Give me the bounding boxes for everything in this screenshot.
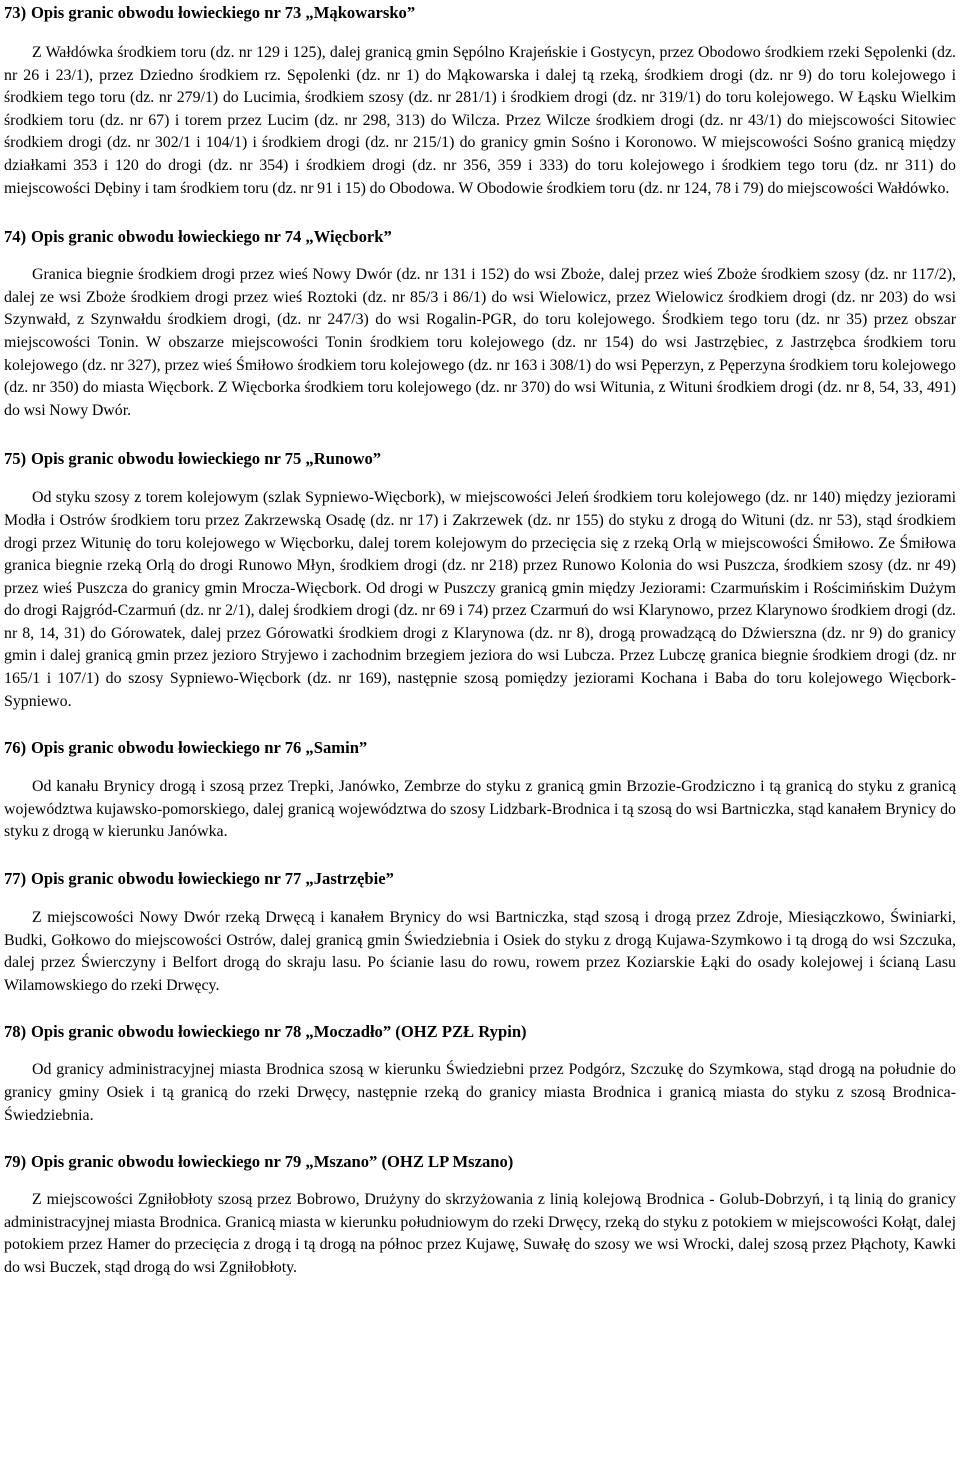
section-number: 73) — [4, 3, 27, 22]
section-text: Granica biegnie środkiem drogi przez wieś Nowy Dwór (dz. nr 131 i 152) do wsi Zboże, dalej przez wieś Zboże środkiem szosy (dz. nr 117/2), dalej ze wsi Zboże środkiem drogi przez wieś Roztoki (dz. nr 85/3 i 86/1) do wsi Wielowicz, przez Wielowicz środkiem drogi (dz. nr 203) do wsi Szynwałd, z Szynwałdu środkiem drogi, (dz. nr 247/3) do wsi Rogalin-PGR, do toru kolejowego. Środkiem tego toru (dz. nr 35) przez obszar miejscowości Tonin. W obszarze miejscowości Tonin środkiem toru kolejowego (dz. nr 154) do wsi Jastrzębiec, z Jastrzębca środkiem toru kolejowego (dz. nr 327), przez wieś Śmiłowo środkiem toru kolejowego (dz. nr 163 i 308/1) do wsi Pęperzyn, z Pęperzyna środkiem toru kolejowego (dz. nr 350) do miasta Więcbork. Z Więcborka środkiem toru kolejowego (dz. nr 370) do wsi Witunia, z Wituni środkiem drogi (dz. nr 8, 54, 33, 491) do wsi Nowy Dwór. — [4, 266, 956, 419]
section-number: 79) — [4, 1152, 27, 1172]
section-74 — [4, 226, 956, 422]
section-79 — [4, 1151, 956, 1279]
section-text: Od kanału Brynicy drogą i szosą przez Trepki, Janówko, Zembrze do styku z granicą gmin Brzozie-Grodziczno i tą granicą do styku z granicą województwa kujawsko-pomorskiego, dalej granicą województwa do szosy Lidzbark-Brodnica i tą szosą do wsi Bartniczka, stąd kanałem Brynicy do styku z drogą w kierunku Janówka. — [4, 778, 956, 841]
section-number: 78) — [4, 1022, 27, 1042]
section-text: Z miejscowości Nowy Dwór rzeką Drwęcą i kanałem Brynicy do wsi Bartniczka, stąd szosą i drogą przez Zdroje, Miesiączkowo, Świniarki, Budki, Gołkowo do miejscowości Ostrów, dalej granicą gmin Świedziebnia i Osiek do styku z drogą Kujawa-Szymkowo i tą drogą do wsi Szczuka, dalej przez Świerczyny i Belfort drogą do skraju lasu. Po ścianie lasu do rowu, rowem przez Koziarskie Łąki do osady kolejowej i ścianą Lasu Wilamowskiego do rzeki Drwęcy. — [4, 909, 956, 994]
section-heading — [4, 868, 956, 890]
section-title: Opis granic obwodu łowieckiego nr 79 „Mszano” (OHZ LP Mszano) — [31, 1152, 514, 1172]
section-title: Opis granic obwodu łowieckiego nr 77 „Jastrzębie” — [31, 869, 394, 889]
section-78 — [4, 1021, 956, 1127]
section-heading — [4, 1021, 956, 1043]
section-text: Z Wałdówka środkiem toru (dz. nr 129 i 125), dalej granicą gmin Sępólno Krajeńskie i Gostycyn, przez Obodowo środkiem rzeki Sępolenki (dz. nr 26 i 23/1), przez Dziedno środkiem rz. Sępolenki (dz. nr 1) do Mąkowarska i dalej tą rzeką, środkiem drogi (dz. nr 9) do toru kolejowego i środkiem tego toru (dz. nr 279/1) do Lucimia, środkiem szosy (dz. nr 281/1) i środkiem drogi (dz. nr 319/1) do toru kolejowego. W Łąsku Wielkim środkiem toru (dz. nr 67) i torem przez Lucim (dz. nr 298, 313) do Wilcza. Przez Wilcze środkiem drogi (dz. nr 43/1) do miejscowości Sitowiec środkiem drogi (dz. nr 302/1 i 104/1) i środkiem drogi (dz. nr 215/1) do granicy gmin Sośno i Koronowo. W miejscowości Sośno granicą między działkami 353 i 120 do drogi (dz. nr 354) i środkiem drogi (dz. nr 356, 359 i 333) do toru kolejowego i środkiem tego toru (dz. nr 311) do miejscowości Dębiny i tam środkiem toru (dz. nr 91 i 15) do Obodowa. W Obodowie środkiem toru (dz. nr 124, 78 i 79) do miejscowości Wałdówko. — [4, 44, 956, 197]
section-heading — [4, 1151, 956, 1173]
section-75 — [4, 448, 956, 713]
section-title: Opis granic obwodu łowieckiego nr 73 „Mąkowarsko” — [31, 3, 416, 22]
section-text: Od granicy administracyjnej miasta Brodnica szosą w kierunku Świedziebni przez Podgórz, Szczukę do Szymkowa, stąd drogą na południe do granicy gminy Osiek i tą granicą do rzeki Drwęcy, następnie rzeką do granicy miasta Brodnica i granicą miasta do styku z szosą Brodnica-Świedziebnia. — [4, 1061, 956, 1124]
section-title: Opis granic obwodu łowieckiego nr 75 „Runowo” — [31, 449, 382, 469]
section-title: Opis granic obwodu łowieckiego nr 76 „Samin” — [31, 738, 368, 758]
section-77 — [4, 868, 956, 997]
section-title: Opis granic obwodu łowieckiego nr 78 „Moczadło” (OHZ PZŁ Rypin) — [31, 1022, 527, 1042]
section-number: 76) — [4, 738, 27, 758]
section-title: Opis granic obwodu łowieckiego nr 74 „Więcbork” — [31, 227, 392, 247]
section-76 — [4, 737, 956, 844]
section-text: Od styku szosy z torem kolejowym (szlak Sypniewo-Więcbork), w miejscowości Jeleń środkiem toru kolejowego (dz. nr 140) między jeziorami Modła i Ostrów środkiem toru przez Zakrzewską Osadę (dz. nr 17) i Zakrzewek (dz. nr 155) do styku z drogą do Wituni (dz. nr 53), stąd środkiem drogi przez Witunię do toru kolejowego w Więcborku, dalej torem kolejowym do przecięcia się z rzeką Orlą w miejscowości Śmiłowo. Ze Śmiłowa granica biegnie rzeką Orlą do drogi Runowo Młyn, środkiem drogi (dz. nr 218) przez Runowo Kolonia do wsi Puszcza, środkiem szosy (dz. nr 49) przez wieś Puszcza do granicy gmin Mrocza-Więcbork. Od drogi w Puszczy granicą gmin między Jeziorami: Czarmuńskim i Rościmińskim Dużym do drogi Rajgród-Czarmuń (dz. nr 2/1), dalej środkiem drogi (dz. nr 69 i 74) przez Czarmuń do wsi Klarynowo, przez Klarynowo środkiem drogi (dz. nr 8, 14, 31) do Górowatek, dalej przez Górowatki środkiem drogi z Klarynowa (dz. nr 8), drogą prowadzącą do Dźwierszna (dz. nr 9) do granicy gmin i dalej granicą gmin przez jezioro Stryjewo i zachodnim brzegiem jeziora do wsi Lubcza. Przez Lubczę granica biegnie środkiem drogi (dz. nr 165/1 i 107/1) do szosy Sypniewo-Więcbork (dz. nr 169), następnie szosą pomiędzy jeziorami Kochana i Baba do toru kolejowego Więcbork-Sypniewo. — [4, 489, 956, 710]
section-number: 75) — [4, 449, 27, 469]
section-number: 74) — [4, 227, 27, 247]
section-number: 77) — [4, 869, 27, 889]
section-73 — [4, 2, 956, 200]
section-text: Z miejscowości Zgniłobłoty szosą przez Bobrowo, Drużyny do skrzyżowania z linią kolejową Brodnica - Golub-Dobrzyń, i tą linią do granicy administracyjnej miasta Brodnica. Granicą miasta w kierunku południowym do rzeki Drwęcy, rzeką do styku z potokiem w miejscowości Kołąt, dalej potokiem przez Hamer do przecięcia z drogą i tą drogą na północ przez Kujawę, Suwałę do szosy we wsi Wrocki, dalej szosą przez Płąchoty, Kawki do wsi Buczek, stąd drogą do wsi Zgniłobłoty. — [4, 1191, 956, 1276]
section-heading — [4, 2, 956, 24]
section-heading — [4, 448, 956, 470]
section-heading — [4, 226, 956, 248]
section-heading — [4, 737, 956, 759]
